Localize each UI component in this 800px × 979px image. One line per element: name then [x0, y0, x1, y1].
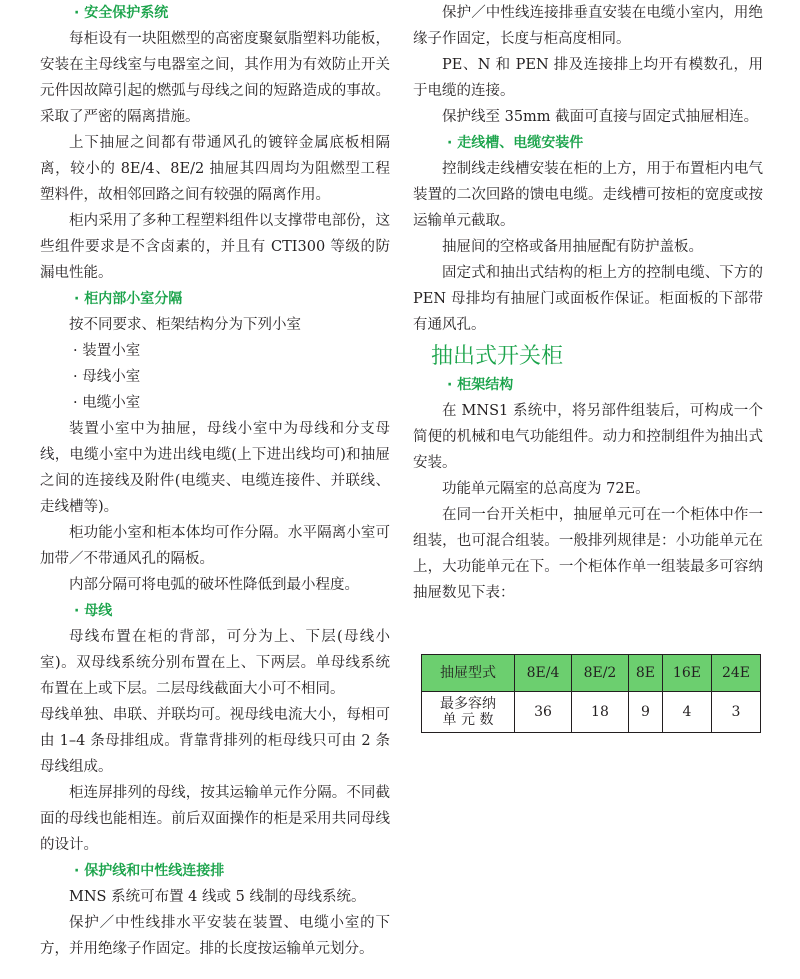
compartments-paragraph-3: 柜功能小室和柜本体均可作分隔。水平隔离小室可加带／不带通风孔的隔板。: [40, 525, 390, 567]
table-row-label-line-2: 单 元 数: [442, 712, 494, 728]
compartments-paragraph-1: 按不同要求、柜架结构分为下列小室: [69, 317, 301, 333]
safety-paragraph-1: 每柜设有一块阻燃型的高密度聚氨脂塑料功能板，安装在主母线室与电器室之间，其作用为有效防止开关元件因故障引起的燃弧与母线之间的短路造成的事故。采取了严密的隔离措施。: [40, 31, 390, 125]
compartments-paragraph-2: 装置小室中为抽屉，母线小室中为母线和分支母线，电缆小室中为进出线电缆(上下进出线均可)和抽屉之间的连接线及附件(电缆夹、电缆连接件、并联线、走线槽等)。: [40, 421, 390, 515]
protective-line-paragraph-2: 保护／中性线排水平安装在装置、电缆小室的下方，并用绝缘子作固定。排的长度按运输单元划分。: [40, 915, 390, 957]
bullet-device-compartment: · 装置小室: [73, 343, 141, 359]
table-row-label-line-1: 最多容纳: [440, 696, 496, 712]
protective-line-paragraph-4: PE、N 和 PEN 排及连接排上均开有模数孔，用于电缆的连接。: [413, 57, 763, 99]
section-heading-protective-line: · 保护线和中性线连接排: [74, 863, 225, 879]
table-header-cell: 8E/2: [571, 655, 628, 692]
table-header-label: 抽屉型式: [422, 655, 515, 692]
section-heading-compartments: · 柜内部小室分隔: [74, 291, 183, 307]
table-header-cell: 8E/4: [515, 655, 572, 692]
protective-line-paragraph-5: 保护线至 35mm 截面可直接与固定式抽屉相连。: [442, 109, 759, 125]
busbar-paragraph-1: 母线布置在柜的背部，可分为上、下层(母线小室)。双母线系统分别布置在上、下两层。单母线系统布置在上或下层。二层母线截面大小可不相同。: [40, 629, 390, 697]
table-header-cell: 16E: [662, 655, 711, 692]
frame-paragraph-1: 在 MNS1 系统中，将另部件组装后，可构成一个简便的机械和电气功能组件。动力和控制组件为抽出式安装。: [413, 403, 763, 471]
cable-paragraph-2: 抽屉间的空格或备用抽屉配有防护盖板。: [442, 239, 703, 255]
table-header-row: [422, 655, 761, 692]
bullet-busbar-compartment: · 母线小室: [73, 369, 141, 385]
section-heading-frame-structure: · 柜架结构: [447, 377, 514, 393]
table-row: [422, 692, 761, 733]
cable-paragraph-1: 控制线走线槽安装在柜的上方，用于布置柜内电气装置的二次回路的馈电电缆。走线槽可按柜的宽度或按运输单元截取。: [413, 161, 763, 229]
drawer-capacity-table: [421, 654, 761, 733]
frame-paragraph-3: 在同一台开关柜中，抽屉单元可在一个柜体中作一组装，也可混合组装。一般排列规律是：小功能单元在上，大功能单元在下。一个柜体作单一组装最多可容纳抽屉数见下表：: [413, 507, 763, 601]
safety-paragraph-3: 柜内采用了多种工程塑料组件以支撑带电部份，这些组件要求是不含卤素的，并且有 CTI300 等级的防漏电性能。: [40, 213, 390, 281]
table-cell: 3: [711, 692, 760, 733]
table-header-cell: 8E: [628, 655, 662, 692]
table-cell: 9: [628, 692, 662, 733]
table-header-cell: 24E: [711, 655, 760, 692]
cable-paragraph-3: 固定式和抽出式结构的柜上方的控制电缆、下方的 PEN 母排均有抽屉门或面板作保证。柜面板的下部带有通风孔。: [413, 265, 763, 333]
table-cell: 18: [571, 692, 628, 733]
compartments-paragraph-4: 内部分隔可将电弧的破坏性降低到最小程度。: [69, 577, 359, 593]
safety-paragraph-2: 上下抽屉之间都有带通风孔的镀锌金属底板相隔离，较小的 8E/4、8E/2 抽屉其四周均为阻燃型工程塑料件，故相邻回路之间有较强的隔离作用。: [40, 135, 390, 203]
bullet-cable-compartment: · 电缆小室: [73, 395, 141, 411]
protective-line-paragraph-3: 保护／中性线连接排垂直安装在电缆小室内，用绝缘子作固定，长度与柜高度相同。: [413, 5, 763, 47]
protective-line-paragraph-1: MNS 系统可布置 4 线或 5 线制的母线系统。: [69, 889, 366, 905]
right-column: [413, 0, 763, 606]
section-heading-safety: · 安全保护系统: [74, 5, 169, 21]
section-heading-cable-trough: · 走线槽、电缆安装件: [447, 135, 584, 151]
section-heading-busbar: · 母线: [74, 603, 113, 619]
busbar-paragraph-2: 母线单独、串联、并联均可。视母线电流大小，每相可由 1–4 条母排组成。背靠背排列的柜母线只可由 2 条母线组成。: [40, 707, 390, 775]
table-row-label: [422, 692, 515, 733]
table-cell: 4: [662, 692, 711, 733]
table-cell: 36: [515, 692, 572, 733]
busbar-paragraph-3: 柜连屏排列的母线，按其运输单元作分隔。不同截面的母线也能相连。前后双面操作的柜是采用共同母线的设计。: [40, 785, 390, 853]
left-column: [40, 0, 390, 962]
frame-paragraph-2: 功能单元隔室的总高度为 72E。: [442, 481, 650, 497]
main-heading-drawout-switchgear: 抽出式开关柜: [431, 344, 564, 369]
